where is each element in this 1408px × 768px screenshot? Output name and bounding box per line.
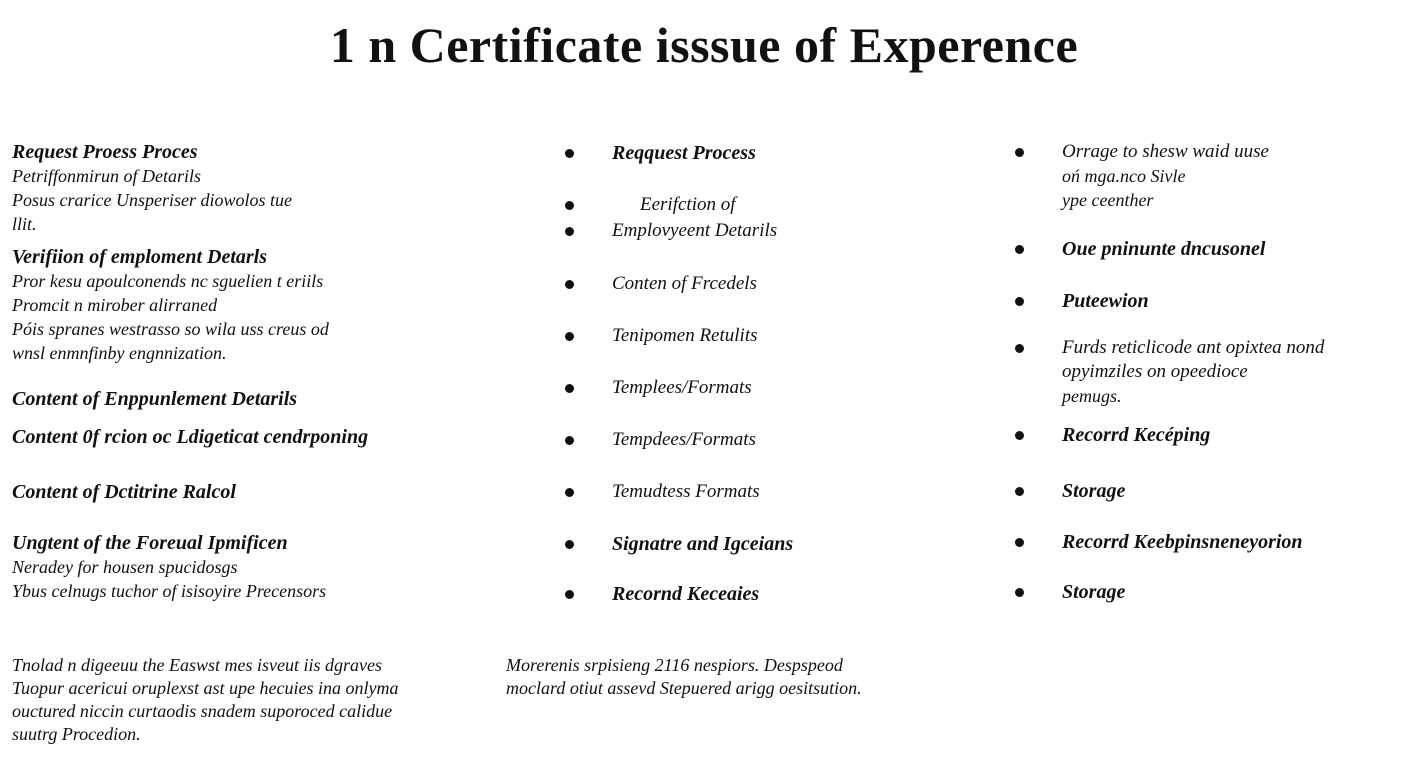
list-item-text: Recorrd Keebpinsneneyorion [1062, 531, 1303, 553]
footer-line: ouctured niccin curtaodis snadem suporoced calidue [12, 701, 393, 721]
left-section-content-2 [12, 425, 532, 449]
list-item-text: Oue pninunte dncusonel [1062, 238, 1266, 260]
bullet-icon [1015, 487, 1024, 496]
bullet-icon [565, 201, 574, 210]
list-item-text: Storage [1062, 581, 1126, 603]
list-item-text: Signatre and Igceians [612, 533, 794, 555]
section-heading: Ungtent of the Foreual Ipmificen [12, 532, 288, 554]
section-heading: Request Proess Proces [12, 141, 198, 163]
bullet-icon [565, 149, 574, 158]
footer-line: Tuopur acericui oruplexst ast upe hecuies ina onlyma [12, 678, 399, 698]
left-section-request [12, 140, 532, 236]
footer-paragraph-right [506, 654, 966, 700]
section-heading: Content of Enppunlement Detarils [12, 388, 298, 410]
list-item-text: Emplovyeent Detarils [612, 220, 778, 241]
list-item-text: Temudtess Formats [612, 481, 760, 502]
footer-line: suutrg Procedion. [12, 724, 141, 744]
section-line: Petriffonmirun of Detarils [12, 166, 201, 186]
bullet-icon [565, 436, 574, 445]
section-heading: Content of Dctitrine Ralcol [12, 481, 236, 503]
bullet-icon [1015, 588, 1024, 597]
list-item [1010, 140, 1400, 212]
bullet-icon [565, 227, 574, 236]
bullet-icon [565, 384, 574, 393]
section-heading: Content 0f rcion oc Ldigeticat cendrponing [12, 426, 369, 448]
bullet-icon [1015, 297, 1024, 306]
section-line: Promcit n mirober alirraned [12, 295, 218, 315]
list-item [560, 323, 980, 349]
middle-column [560, 140, 980, 607]
section-line: Neradey for housen spucidosgs [12, 557, 238, 577]
list-item [560, 192, 980, 218]
right-bullet-list [1010, 140, 1400, 605]
list-item-text: ype ceenther [1062, 190, 1154, 210]
list-item [560, 140, 980, 166]
list-item [560, 218, 980, 244]
left-column [12, 140, 532, 603]
section-line: Posus crarice Unsperiser diowolos tue [12, 190, 292, 210]
list-item [560, 479, 980, 505]
list-item [560, 581, 980, 607]
bullet-icon [565, 540, 574, 549]
list-item-text: Recornd Keceaies [612, 583, 760, 605]
left-section-content-3 [12, 480, 532, 504]
bullet-icon [565, 590, 574, 599]
section-line: Ybus celnugs tuchor of isisoyire Precensors [12, 581, 327, 601]
list-item-text: Puteewion [1062, 290, 1149, 312]
list-item [1010, 579, 1400, 605]
list-item [560, 375, 980, 401]
list-item-text: oń mga.nco Sivle [1062, 166, 1186, 186]
footer-line: Tnolad n digeeuu the Easwst mes isveut iis dgraves [12, 655, 382, 675]
left-section-verification [12, 245, 532, 365]
section-line: wnsl enmnfinby engnnization. [12, 343, 227, 363]
list-item-text: Tempdees/Formats [612, 429, 756, 450]
list-item [1010, 478, 1400, 504]
section-line: llit. [12, 214, 37, 234]
list-item [560, 427, 980, 453]
list-item [1010, 288, 1400, 314]
footer-paragraph-left [12, 654, 502, 746]
list-item [1010, 336, 1400, 408]
list-item-text: opyimziles on opeedioce [1062, 361, 1248, 382]
list-item [560, 271, 980, 297]
footer-line: Morerenis srpisieng 2116 nespiors. Despspeod [506, 655, 843, 675]
list-item [1010, 236, 1400, 262]
list-item-text: Templees/Formats [612, 377, 752, 398]
list-item [560, 531, 980, 557]
list-item-text: Conten of Frcedels [612, 273, 757, 294]
list-item-text: Tenipomen Retulits [612, 325, 758, 346]
list-item-text: Orrage to shesw waid uuse [1062, 141, 1269, 162]
list-item-text: Eerifction of [640, 194, 736, 215]
list-item [1010, 529, 1400, 555]
bullet-icon [1015, 344, 1024, 353]
bullet-icon [565, 280, 574, 289]
list-item-text: Storage [1062, 480, 1126, 502]
left-section-content-1 [12, 387, 532, 411]
list-item-text: pemugs. [1062, 386, 1122, 406]
middle-bullet-list [560, 140, 980, 607]
bullet-icon [565, 488, 574, 497]
section-heading: Verifiion of emploment Detarls [12, 246, 267, 268]
left-section-content-4 [12, 531, 532, 603]
bullet-icon [565, 332, 574, 341]
bullet-icon [1015, 148, 1024, 157]
section-line: Póis spranes westrasso so wila uss creus od [12, 319, 329, 339]
bullet-icon [1015, 431, 1024, 440]
list-item-text: Furds reticlicode ant opixtea nond [1062, 337, 1325, 358]
list-item-text: Reqquest Process [612, 142, 756, 164]
page-title: 1 n Certificate isssue of Experence [329, 17, 1079, 73]
list-item [1010, 422, 1400, 448]
footer-line: moclard otiut assevd Stepuered arigg oesitsution. [506, 678, 862, 698]
bullet-icon [1015, 538, 1024, 547]
list-item-text: Recorrd Kecéping [1062, 424, 1211, 446]
bullet-icon [1015, 245, 1024, 254]
section-line: Pror kesu apoulconends nc sguelien t eriils [12, 271, 324, 291]
right-column [1010, 140, 1400, 605]
